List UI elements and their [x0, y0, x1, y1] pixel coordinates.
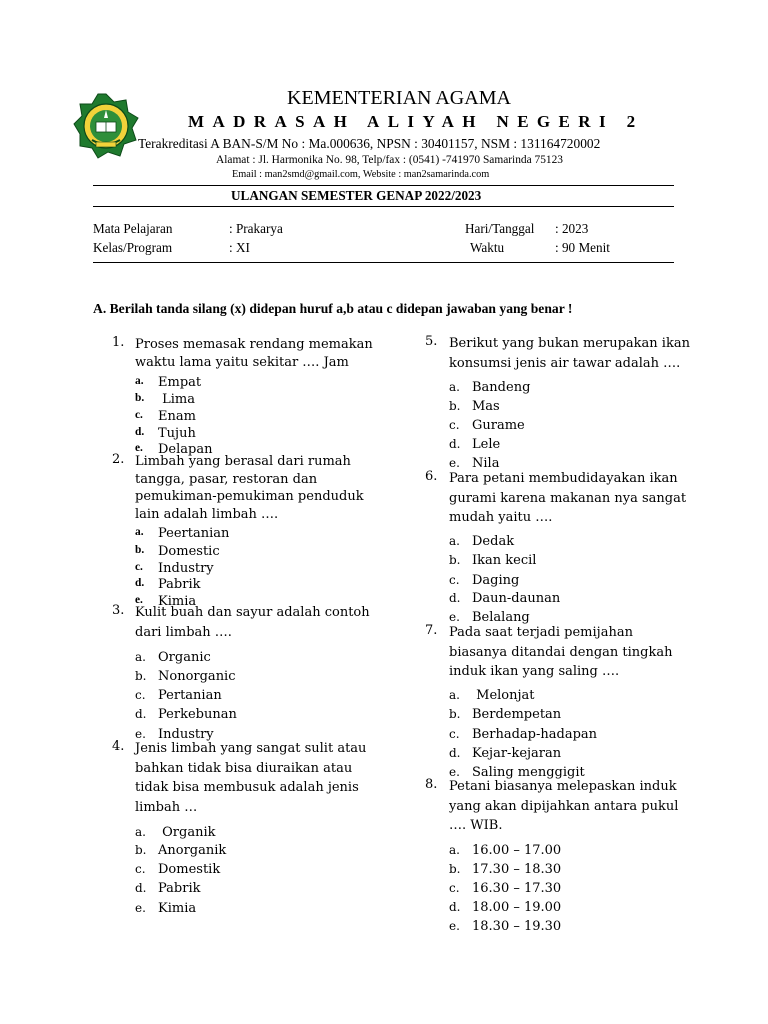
question-number: 3. [112, 603, 125, 618]
option-letter: d. [135, 577, 145, 589]
option-letter: b. [135, 843, 147, 857]
option-text: Lele [472, 437, 501, 452]
option-letter: b. [449, 553, 461, 567]
question-number: 6. [425, 469, 438, 484]
option-letter: e. [449, 610, 460, 624]
contact-line: Email : man2smd@gmail.com, Website : man2samarinda.com [232, 169, 490, 180]
option-letter: d. [449, 591, 461, 605]
question-text: mudah yaitu …. [449, 510, 553, 525]
question-text: pemukiman-pemukiman penduduk [135, 489, 364, 504]
question-text: Limbah yang berasal dari rumah [135, 454, 351, 469]
option-text: Pertanian [158, 688, 222, 703]
date-label: Hari/Tanggal [465, 221, 535, 236]
question-text: Jenis limbah yang sangat sulit atau [135, 741, 367, 756]
option-letter: e. [449, 765, 460, 779]
meta-divider [93, 262, 674, 263]
exam-title: ULANGAN SEMESTER GENAP 2022/2023 [231, 188, 482, 203]
option-text: 16.00 – 17.00 [472, 843, 562, 858]
option-text: 16.30 – 17.30 [472, 881, 562, 896]
question-number: 8. [425, 777, 438, 792]
option-text: Mas [472, 399, 500, 414]
question-text: waktu lama yaitu sekitar …. Jam [135, 354, 349, 370]
question-text: tidak bisa membusuk adalah jenis [135, 780, 359, 795]
question-text: konsumsi jenis air tawar adalah …. [449, 355, 681, 371]
option-letter: c. [135, 409, 143, 421]
option-text: Industry [158, 727, 214, 742]
option-letter: d. [449, 900, 461, 914]
option-text: 18.30 – 19.30 [472, 919, 562, 934]
option-letter: e. [135, 442, 143, 454]
option-text: Berdempetan [472, 707, 562, 722]
question-text: Proses memasak rendang memakan [135, 337, 373, 352]
option-text: Empat [158, 375, 202, 390]
subject-label: Mata Pelajaran [93, 221, 173, 236]
option-text: Gurame [472, 418, 525, 433]
option-letter: b. [449, 707, 461, 721]
question-text: Berikut yang bukan merupakan ikan [449, 336, 690, 351]
address-line: Alamat : Jl. Harmonika No. 98, Telp/fax : (0541) -741970 Samarinda 75123 [216, 154, 563, 166]
option-letter: d. [135, 426, 145, 438]
option-text: Nila [472, 456, 500, 471]
option-letter: c. [135, 688, 146, 702]
option-letter: b. [135, 392, 145, 404]
option-letter: c. [449, 727, 460, 741]
option-text: Belalang [472, 610, 530, 625]
option-letter: a. [135, 526, 144, 538]
option-text: Domestic [158, 544, 220, 559]
accreditation-line: Terakreditasi A BAN-S/M No : Ma.000636, NPSN : 30401157, NSM : 131164720002 [138, 136, 601, 151]
date-value: : 2023 [555, 221, 589, 236]
option-letter: a. [135, 825, 146, 839]
option-letter: e. [449, 919, 460, 933]
option-letter: c. [135, 862, 146, 876]
question-text: Para petani membudidayakan ikan [449, 471, 678, 486]
school-name: MADRASAH ALIYAH NEGERI 2 [188, 112, 644, 131]
option-text: Organik [158, 825, 216, 840]
option-text: Saling menggigit [472, 765, 585, 780]
question-text: …. WIB. [449, 818, 503, 833]
question-text: tangga, pasar, restoran dan [135, 471, 318, 487]
option-letter: b. [449, 862, 461, 876]
option-letter: c. [135, 561, 143, 573]
ministry-title: KEMENTERIAN AGAMA [287, 87, 511, 109]
option-letter: e. [449, 456, 460, 470]
option-letter: d. [449, 746, 461, 760]
option-text: Delapan [158, 442, 213, 457]
option-letter: d. [449, 437, 461, 451]
option-text: Ikan kecil [472, 553, 537, 568]
option-text: Anorganik [158, 843, 227, 858]
option-text: 17.30 – 18.30 [472, 862, 562, 877]
exam-title-divider [93, 206, 674, 207]
class-label: Kelas/Program [93, 240, 173, 255]
option-letter: c. [449, 573, 460, 587]
option-text: Perkebunan [158, 707, 237, 722]
option-text: Enam [158, 409, 196, 424]
option-text: Kimia [158, 594, 197, 609]
option-text: Peertanian [158, 526, 230, 541]
option-letter: a. [449, 380, 460, 394]
question-text: gurami karena makanan nya sangat [449, 490, 687, 506]
option-text: Dedak [472, 534, 515, 549]
time-label: Waktu [470, 240, 505, 255]
option-text: Pabrik [158, 577, 201, 592]
question-text: Pada saat terjadi pemijahan [449, 625, 633, 640]
option-text: Daun-daunan [472, 591, 561, 606]
option-letter: e. [135, 594, 143, 606]
question-text: yang akan dipijahkan antara pukul [449, 798, 679, 814]
option-letter: b. [449, 399, 461, 413]
question-number: 1. [112, 335, 125, 350]
option-letter: a. [449, 688, 460, 702]
option-text: Bandeng [472, 380, 531, 395]
option-letter: c. [449, 881, 460, 895]
question-text: biasanya ditandai dengan tingkah [449, 644, 673, 660]
option-letter: e. [135, 901, 146, 915]
question-text: bahkan tidak bisa diuraikan atau [135, 760, 353, 776]
option-letter: a. [449, 534, 460, 548]
question-text: limbah … [135, 799, 198, 815]
option-text: Lima [158, 392, 196, 407]
option-text: Domestik [158, 862, 221, 877]
option-text: 18.00 – 19.00 [472, 900, 562, 915]
option-text: Tujuh [158, 426, 196, 441]
question-text: Petani biasanya melepaskan induk [449, 779, 677, 794]
option-text: Pabrik [158, 881, 201, 896]
option-letter: b. [135, 669, 147, 683]
option-letter: d. [135, 881, 147, 895]
option-text: Organic [158, 650, 211, 665]
option-text: Nonorganic [158, 669, 236, 684]
question-text: Kulit buah dan sayur adalah contoh [135, 605, 370, 620]
question-text: lain adalah limbah …. [135, 506, 279, 522]
question-text: dari limbah …. [135, 624, 232, 640]
question-number: 2. [112, 452, 125, 467]
class-value: : XI [229, 240, 250, 255]
question-number: 7. [425, 623, 438, 638]
option-text: Kimia [158, 901, 197, 916]
option-letter: e. [135, 727, 146, 741]
time-value: : 90 Menit [555, 240, 610, 255]
question-number: 5. [425, 334, 438, 349]
option-letter: b. [135, 544, 145, 556]
option-letter: c. [449, 418, 460, 432]
option-letter: d. [135, 707, 147, 721]
option-text: Berhadap-hadapan [472, 727, 598, 742]
option-text: Melonjat [472, 688, 535, 703]
option-text: Daging [472, 573, 520, 588]
option-letter: a. [449, 843, 460, 857]
question-number: 4. [112, 739, 125, 754]
subject-value: : Prakarya [229, 221, 283, 236]
option-text: Kejar-kejaran [472, 746, 562, 761]
instruction: A. Berilah tanda silang (x) didepan huruf a,b atau c didepan jawaban yang benar ! [93, 301, 573, 316]
option-text: Industry [158, 561, 214, 576]
question-text: induk ikan yang saling …. [449, 664, 620, 679]
header-divider [93, 185, 674, 186]
option-letter: a. [135, 650, 146, 664]
option-letter: a. [135, 375, 144, 387]
